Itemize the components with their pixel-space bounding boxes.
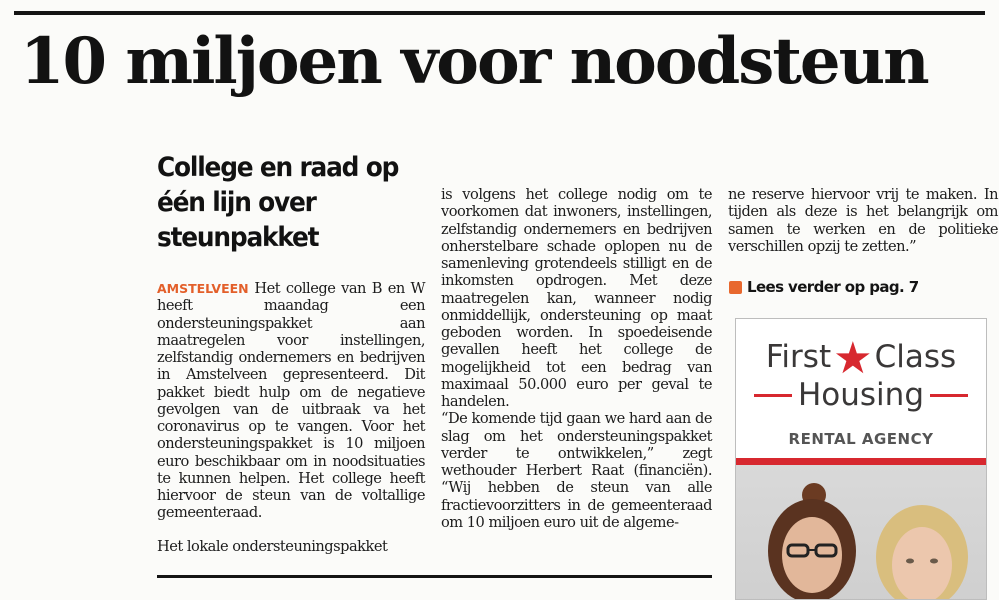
article-column-3 <box>728 186 998 255</box>
read-more-label: Lees verder op pag. 7 <box>747 278 919 296</box>
advertisement[interactable] <box>735 318 987 600</box>
column-3-paragraph-1: ne reserve hiervoor vrij te maken. In tijden als deze is het belangrijk om samen te werken en de politieke verschillen opzij te zetten.” <box>728 186 998 255</box>
column-2-paragraph-1: is volgens het college nodig om te voorkomen dat inwoners, instellingen, zelfstandig ondernemers en bedrijven onherstelbare schade oplopen nu de samenleving grotendeels stilligt en de inkomsten opdrogen. Met deze maatregelen kan, wanneer nodig onmiddellijk, ondersteuning op maat geboden worden. In spoedeisende gevallen heeft het college de mogelijkheid tot een bedrag van maximaal 50.000 euro per geval te handelen. <box>441 186 712 410</box>
column-1-paragraph-2: Het lokale ondersteuningspakket <box>157 537 388 555</box>
article-column-1 <box>157 280 425 555</box>
ad-word-first: First <box>765 339 832 375</box>
ad-red-divider <box>736 458 986 465</box>
ad-tagline: RENTAL AGENCY <box>788 430 934 448</box>
ad-left-bar <box>754 394 792 397</box>
ad-word-housing: Housing <box>797 377 924 413</box>
column-1-text-1: Het college van B en W heeft maandag een ondersteuningspakket aan maatregelen voor instellingen, zelfstandig ondernemers en bedrijven in Amstelveen gepresenteerd. Dit pakket biedt hulp om de negatieve gevolgen van de uitbraak va het coronavirus op te vangen. Voor het ondersteuningspakket is 10 miljoen euro beschikbaar om in noodsituaties te kunnen helpen. Het college heeft hiervoor de steun van de voltallige gemeenteraad. <box>157 280 426 522</box>
orange-square-icon <box>729 281 742 294</box>
headline: 10 miljoen voor noodsteun <box>20 24 928 99</box>
bottom-rule <box>157 575 712 578</box>
ad-logo-line-2 <box>736 377 986 413</box>
red-star-icon: ★ <box>833 333 873 384</box>
read-more-link[interactable] <box>729 278 919 296</box>
ad-word-class: Class <box>874 339 957 375</box>
column-2-paragraph-2: “De komende tijd gaan we hard aan de slag om het ondersteuningspakket verder te ontwikkelen,” zegt wethouder Herbert Raat (financiën). “Wij hebben de steun van alle fractievoorzitters in de gemeenteraad om 10 miljoen euro uit de algeme- <box>441 410 712 531</box>
dateline: AMSTELVEEN <box>157 281 249 296</box>
ad-right-bar <box>930 394 968 397</box>
column-1-paragraph-1 <box>157 280 425 522</box>
article-column-2 <box>441 186 712 531</box>
ad-portrait-illustration <box>736 465 986 600</box>
ad-photo <box>736 465 986 600</box>
subheadline: College en raad op één lijn over steunpakket <box>157 152 399 253</box>
top-rule <box>14 11 985 15</box>
